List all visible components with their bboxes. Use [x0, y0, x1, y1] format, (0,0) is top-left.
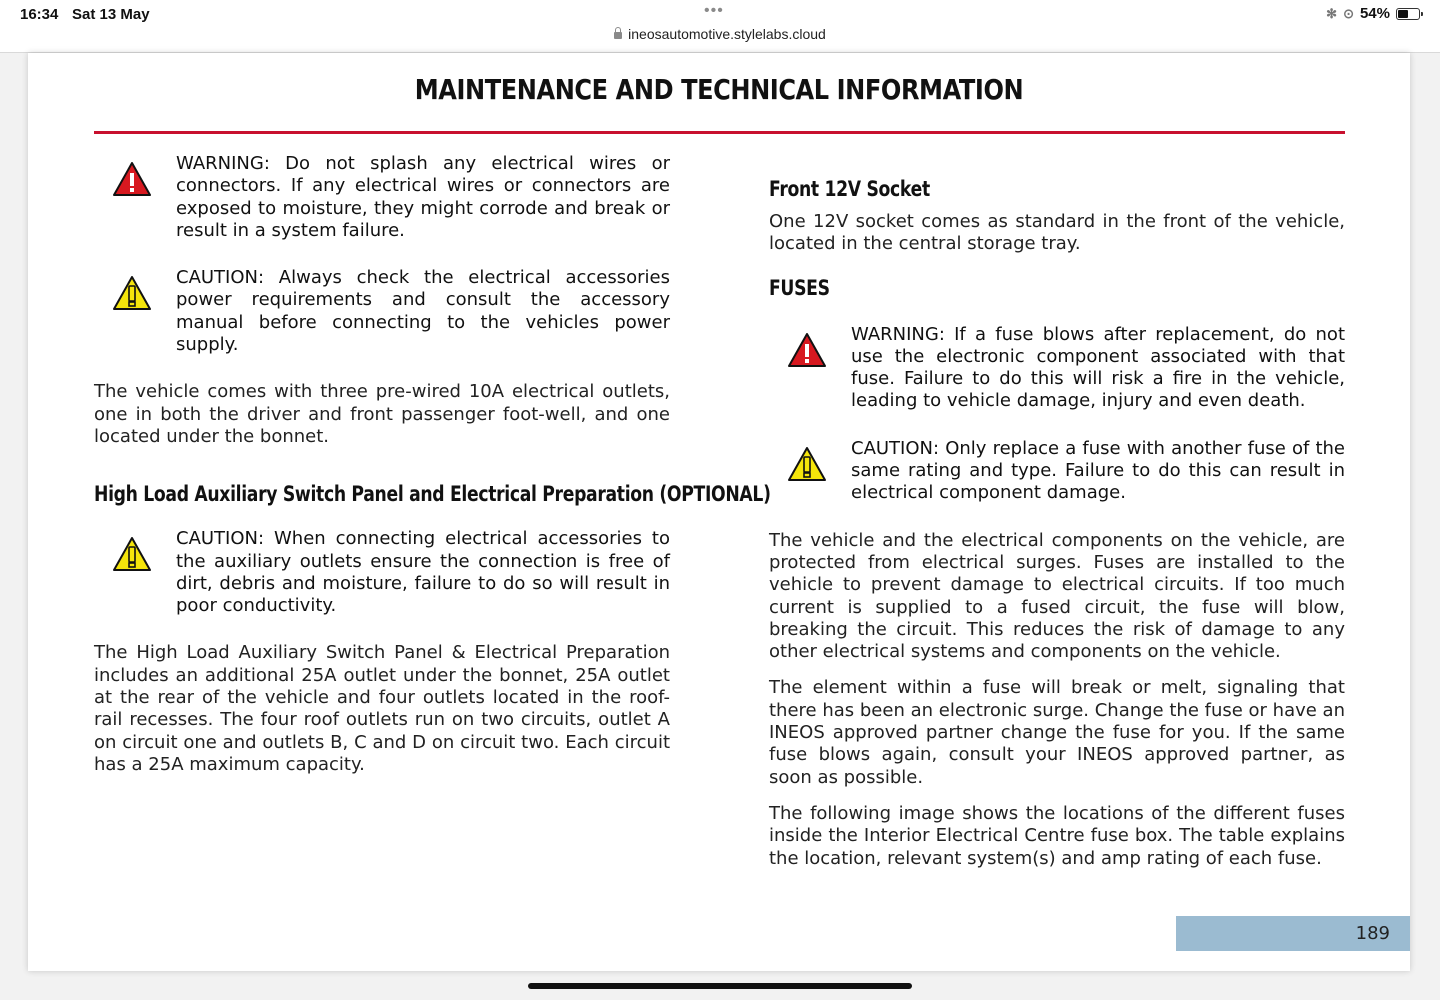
warning-text: WARNING: If a fuse blows after replacement, do not use the electronic component associated with that fuse. Failure to do this will risk a fire in the vehicle, leading to vehicle damage, injury and even death. [851, 323, 1345, 412]
right-column [769, 153, 1345, 884]
section-heading-aux-panel: High Load Auxiliary Switch Panel and Electrical Preparation (OPTIONAL) [94, 482, 771, 507]
outlets-paragraph: The vehicle comes with three pre-wired 10A electrical outlets, one in both the driver and front passenger foot-well, and one located under the bonnet. [94, 381, 670, 447]
fuses-paragraph-2: The element within a fuse will break or melt, signaling that there has been an electronic surge. Change the fuse or have an INEOS approved partner change the fuse for you. If the same fuse blows again, consult your INEOS approved partner, as soon as possible. [769, 677, 1345, 788]
section-heading-fuses: FUSES [769, 275, 830, 300]
caution-triangle-icon [112, 275, 152, 311]
fuses-paragraph-3: The following image shows the locations of the different fuses inside the Interior Electrical Centre fuse box. The table explains the location, relevant system(s) and amp rating of each fuse. [769, 802, 1345, 869]
caution-triangle-icon [112, 536, 152, 572]
multitasking-dots[interactable]: ••• [704, 2, 724, 19]
home-indicator[interactable] [528, 983, 912, 989]
caution-notice [94, 267, 670, 356]
status-bar [0, 0, 1440, 53]
caution-text: CAUTION: Always check the electrical accessories power requirements and consult the accessory manual before connecting to the vehicles power supply. [176, 267, 670, 356]
warning-text: WARNING: Do not splash any electrical wires or connectors. If any electrical wires or connectors are exposed to moisture, they might corrode and break or result in a system failure. [176, 153, 670, 241]
section-heading-front-socket: Front 12V Socket [769, 177, 930, 201]
battery-icon [1396, 8, 1420, 20]
page-title: MAINTENANCE AND TECHNICAL INFORMATION [414, 73, 1024, 106]
battery-percent: 54% [1359, 5, 1390, 22]
caution-text: CAUTION: When connecting electrical accessories to the auxiliary outlets ensure the connection is free of dirt, debris and moisture, failure to do so will result in poor conductivity. [176, 528, 670, 617]
page-number [1176, 916, 1410, 951]
caution-notice [94, 528, 670, 617]
title-divider [94, 131, 1345, 134]
activity-icon: ✻ [1326, 5, 1338, 21]
warning-triangle-icon [112, 161, 152, 197]
left-column [94, 153, 771, 790]
front-socket-paragraph: One 12V socket comes as standard in the front of the vehicle, located in the central storage tray. [769, 211, 1345, 255]
lock-icon [614, 32, 622, 39]
url-text: ineosautomotive.stylelabs.cloud [628, 26, 826, 42]
fuses-paragraph-1: The vehicle and the electrical components on the vehicle, are protected from electrical surges. Fuses are installed to the vehicle to prevent damage to electrical circuits. If too much current is supplied to a fused circuit, the fuse will blow, breaking the circuit. This reduces the risk of damage to any other electrical systems and components on the vehicle. [769, 529, 1345, 663]
status-date: Sat 13 May [72, 6, 150, 23]
screen-mirroring-icon: ⊙ [1343, 5, 1354, 21]
document-page [28, 53, 1410, 971]
warning-notice [94, 153, 670, 242]
caution-triangle-icon [787, 446, 827, 482]
status-time: 16:34 [20, 6, 59, 23]
warning-notice [769, 324, 1345, 413]
address-bar[interactable] [0, 26, 1440, 42]
caution-text: CAUTION: Only replace a fuse with another fuse of the same rating and type. Failure to do this can result in electrical component damage. [851, 437, 1345, 504]
warning-triangle-icon [787, 332, 827, 368]
status-right [1326, 5, 1420, 22]
page-number-text: 189 [1355, 923, 1390, 944]
caution-notice [769, 438, 1345, 505]
aux-panel-paragraph: The High Load Auxiliary Switch Panel & Electrical Preparation includes an additional 25A outlet under the bonnet, 25A outlet at the rear of the vehicle and four outlets located in the roof-rail recesses. The four roof outlets run on two circuits, outlet A on circuit one and outlets B, C and D on circuit two. Each circuit has a 25A maximum capacity. [94, 642, 670, 775]
